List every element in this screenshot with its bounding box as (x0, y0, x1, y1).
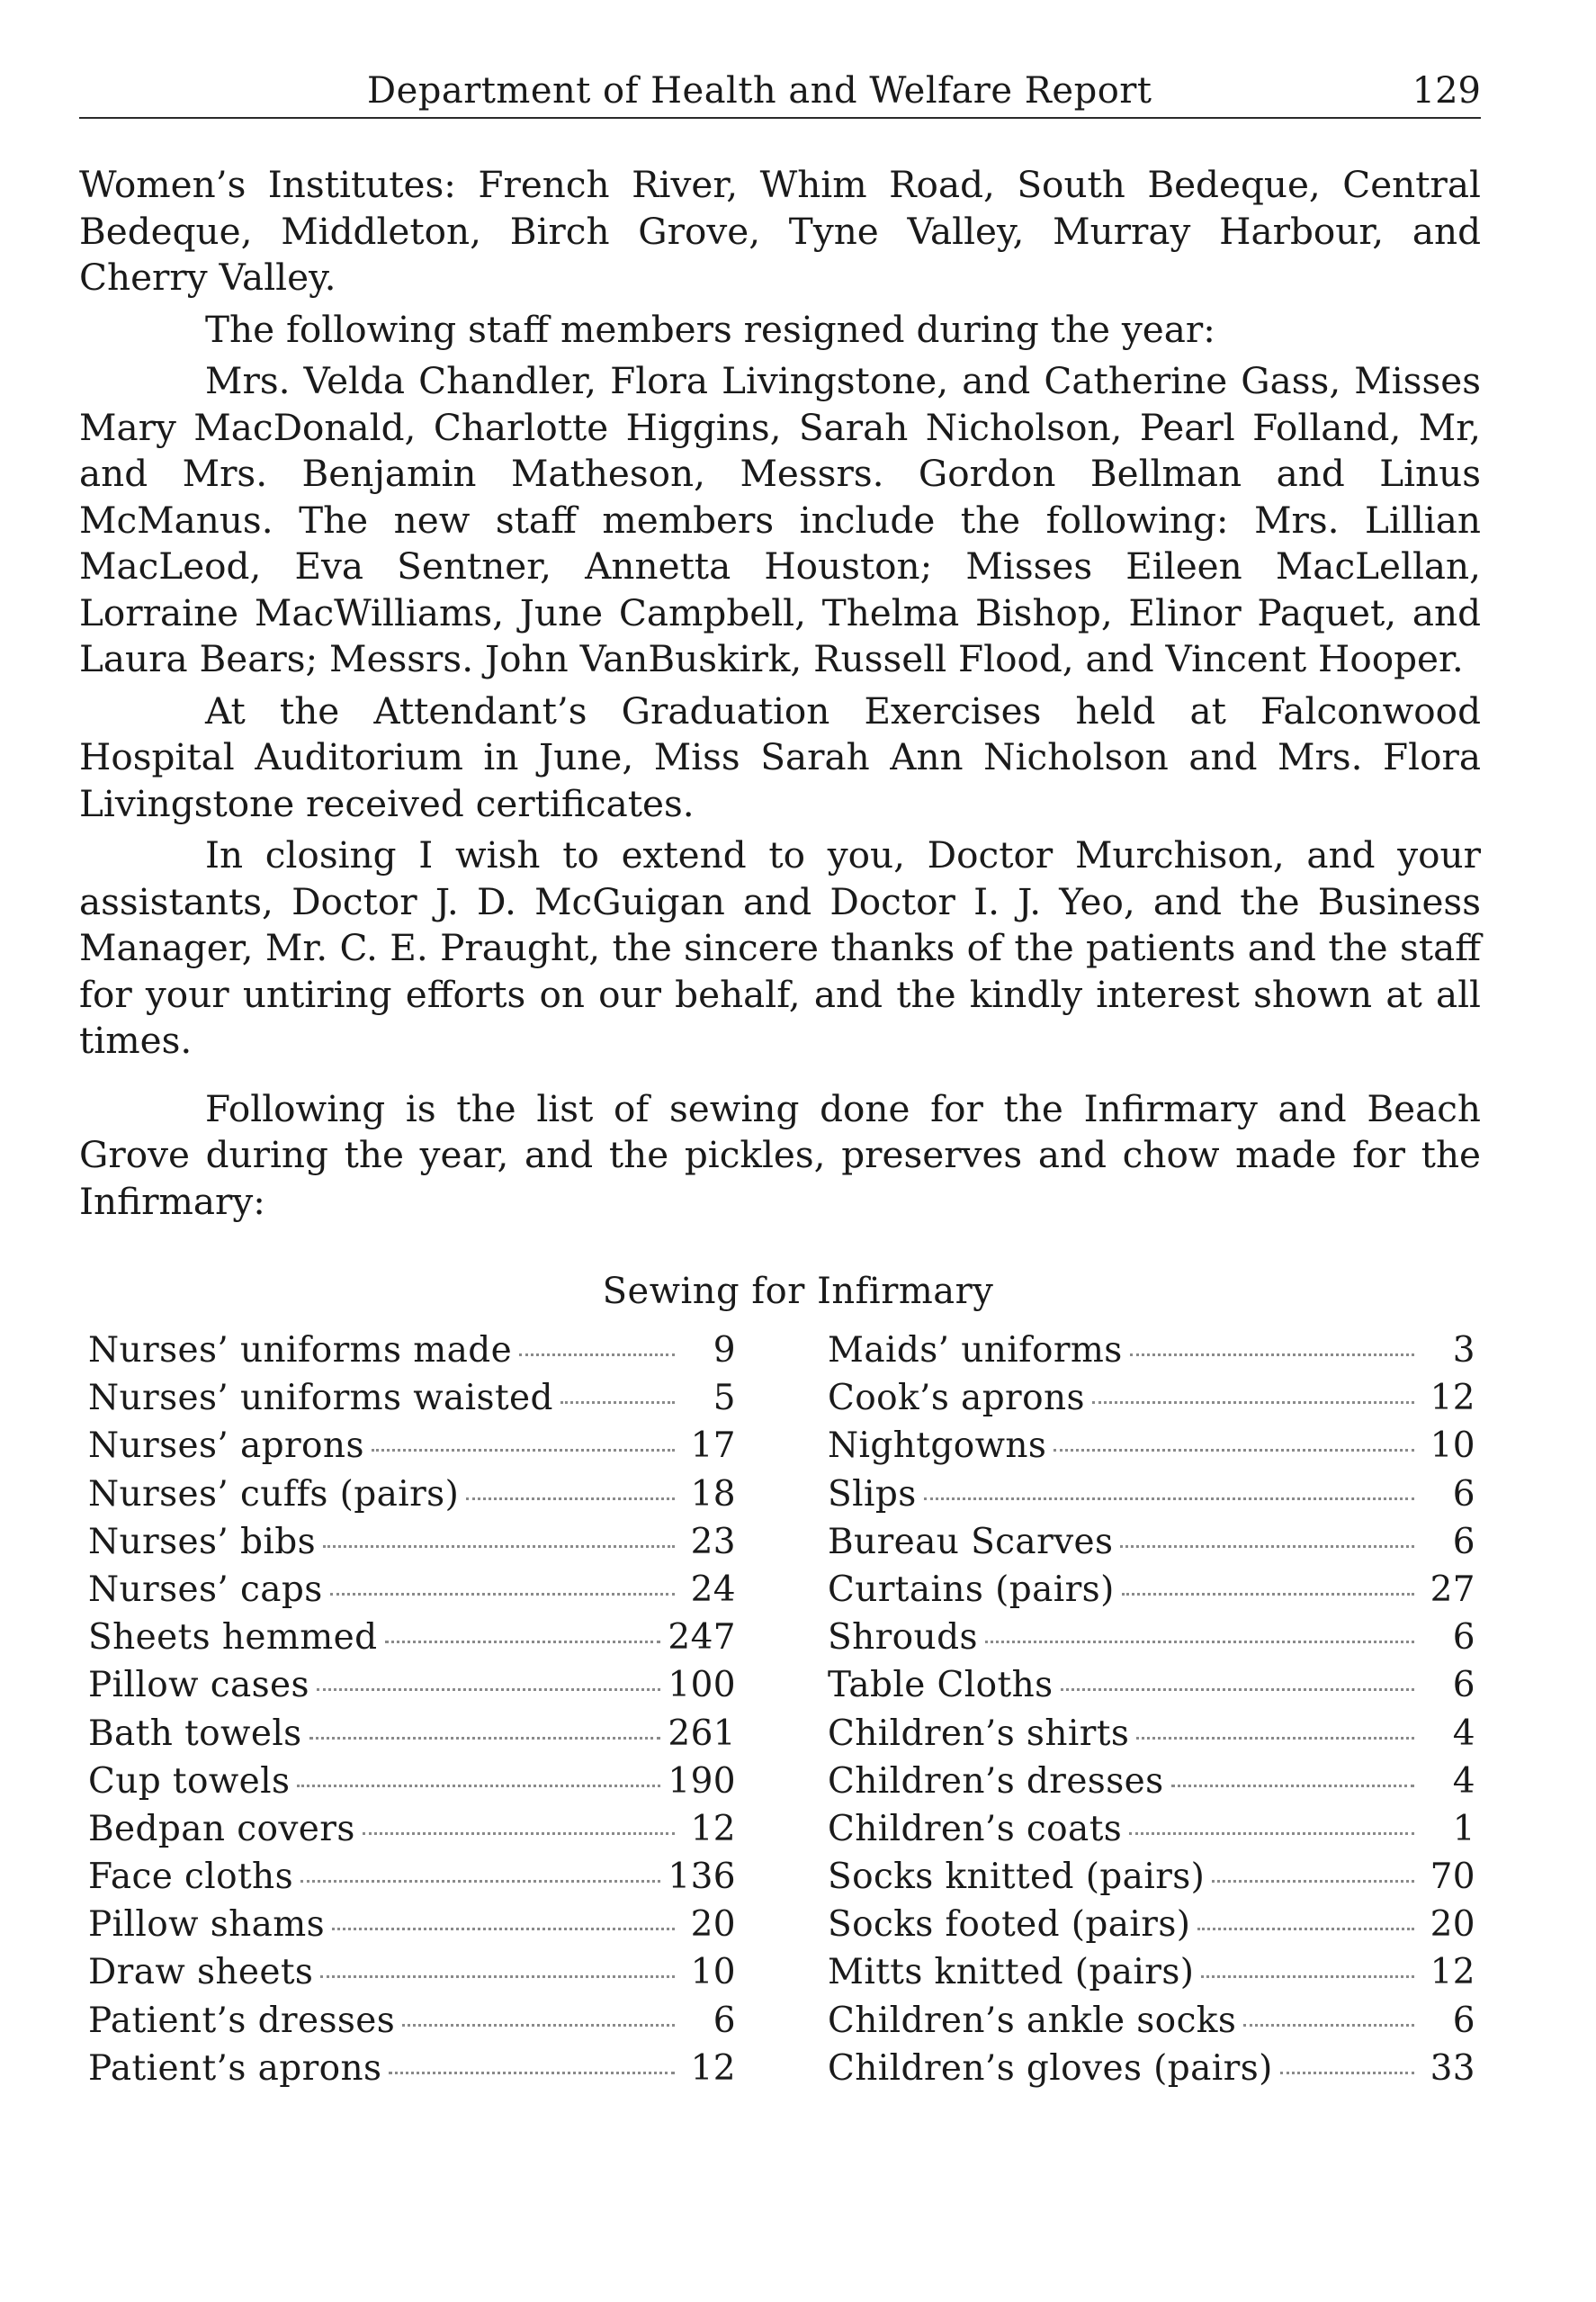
item-quantity: 12 (690, 1808, 736, 1849)
dot-leader (320, 1975, 675, 1978)
dot-leader (924, 1497, 1414, 1500)
sewing-item-row (88, 1330, 736, 1378)
dot-leader (1092, 1401, 1414, 1404)
sewing-list-left (88, 1330, 736, 2096)
item-quantity: 20 (1430, 1904, 1475, 1946)
item-quantity: 6 (1452, 1473, 1475, 1515)
item-label: Children’s coats (828, 1808, 1123, 1849)
item-label: Nurses’ bibs (88, 1521, 317, 1562)
item-quantity: 10 (1430, 1425, 1475, 1467)
sewing-item-row (828, 2048, 1475, 2096)
dot-leader (1054, 1449, 1414, 1452)
paragraph-sewing-intro: Following is the list of sewing done for the Infirmary and Beach Grove during the year, and the pickles, preserves and chow made for the Infirmary: (79, 1086, 1481, 1223)
dot-leader (1130, 1353, 1414, 1356)
item-quantity: 12 (1430, 1952, 1475, 1993)
paragraph-closing-thanks: In closing I wish to extend to you, Doctor Murchison, and your assistants, Doctor J. D. McGuigan and Doctor I. J. Yeo, and the Business Manager, Mr. C. E. Praught, the sincere thanks of the patients and the staff for your untiring efforts on our behalf, and the kindly interest shown at all times. (79, 833, 1481, 1062)
dot-leader (560, 1401, 675, 1404)
item-label: Patient’s aprons (88, 2047, 382, 2089)
dot-leader (1280, 2072, 1414, 2074)
sewing-item-row (828, 1474, 1475, 1522)
sewing-item-row (828, 1809, 1475, 1857)
item-label: Cup towels (88, 1760, 291, 1802)
item-quantity: 4 (1452, 1760, 1475, 1802)
sewing-item-row (88, 2048, 736, 2096)
sewing-list-right (828, 1330, 1475, 2096)
item-label: Nurses’ aprons (88, 1425, 364, 1467)
item-label: Bedpan covers (88, 1808, 355, 1849)
sewing-item-row (88, 1665, 736, 1713)
sewing-item-row (828, 1713, 1475, 1761)
item-quantity: 6 (1452, 1665, 1475, 1706)
item-label: Nurses’ caps (88, 1569, 323, 1610)
sewing-item-row (88, 1952, 736, 2000)
item-label: Patient’s dresses (88, 2000, 396, 2041)
item-quantity: 23 (690, 1521, 736, 1562)
item-quantity: 12 (1430, 1378, 1475, 1419)
item-label: Cook’s aprons (828, 1378, 1085, 1419)
dot-leader (300, 1880, 660, 1883)
dot-leader (297, 1785, 660, 1787)
item-quantity: 12 (690, 2047, 736, 2089)
dot-leader (1212, 1880, 1414, 1883)
item-label: Children’s gloves (pairs) (828, 2047, 1273, 2089)
item-label: Children’s dresses (828, 1760, 1164, 1802)
dot-leader (389, 2072, 675, 2074)
dot-leader (1061, 1688, 1414, 1691)
item-label: Curtains (pairs) (828, 1569, 1115, 1610)
sewing-item-row (88, 1713, 736, 1761)
item-label: Nurses’ uniforms made (88, 1330, 513, 1371)
item-label: Socks footed (pairs) (828, 1904, 1191, 1946)
sewing-item-row (88, 2001, 736, 2048)
item-quantity: 70 (1430, 1857, 1475, 1898)
item-label: Table Cloths (828, 1665, 1054, 1706)
page-number: 129 (1412, 70, 1481, 112)
dot-leader (466, 1497, 675, 1500)
dot-leader (1129, 1832, 1414, 1835)
dot-leader (1171, 1785, 1414, 1787)
sewing-item-row (88, 1761, 736, 1809)
item-quantity: 17 (690, 1425, 736, 1467)
sewing-item-row (828, 1522, 1475, 1569)
item-quantity: 6 (1452, 1521, 1475, 1562)
sewing-item-row (88, 1904, 736, 1952)
item-quantity: 261 (668, 1713, 736, 1754)
item-quantity: 10 (690, 1952, 736, 1993)
sewing-item-row (88, 1425, 736, 1473)
dot-leader (1120, 1545, 1414, 1548)
item-quantity: 6 (713, 2000, 736, 2041)
dot-leader (332, 1928, 675, 1930)
sewing-item-row (828, 1569, 1475, 1617)
dot-leader (385, 1641, 661, 1643)
dot-leader (317, 1688, 660, 1691)
dot-leader (985, 1641, 1414, 1643)
sewing-item-row (828, 2001, 1475, 2048)
item-quantity: 6 (1452, 2000, 1475, 2041)
report-body (79, 162, 1481, 1230)
sewing-item-row (88, 1617, 736, 1665)
sewing-item-row (828, 1952, 1475, 2000)
item-label: Draw sheets (88, 1952, 314, 1993)
dot-leader (363, 1832, 675, 1835)
item-quantity: 136 (668, 1857, 736, 1898)
sewing-item-row (828, 1425, 1475, 1473)
item-label: Mitts knitted (pairs) (828, 1952, 1195, 1993)
item-quantity: 247 (668, 1617, 736, 1659)
page-header (79, 70, 1481, 119)
item-label: Maids’ uniforms (828, 1330, 1123, 1371)
item-quantity: 18 (690, 1473, 736, 1515)
paragraph-resigned-intro: The following staff members resigned during the year: (205, 307, 1215, 351)
item-quantity: 24 (690, 1569, 736, 1610)
paragraph-graduation: At the Attendant’s Graduation Exercises held at Falconwood Hospital Auditorium in June, Miss Sarah Ann Nicholson and Mrs. Flora Livingstone received certificates. (79, 688, 1481, 825)
item-label: Bath towels (88, 1713, 302, 1754)
sewing-item-row (828, 1857, 1475, 1904)
paragraph-womens-institutes: Women’s Institutes: French River, Whim Road, South Bedeque, Central Bedeque, Middleton, Birch Grove, Tyne Valley, Murray Harbour, and Cherry Valley. (79, 163, 1481, 299)
item-quantity: 9 (713, 1330, 736, 1371)
dot-leader (330, 1593, 675, 1596)
item-quantity: 5 (713, 1378, 736, 1419)
item-label: Face cloths (88, 1857, 293, 1898)
item-quantity: 33 (1430, 2047, 1475, 2089)
item-label: Nurses’ uniforms waisted (88, 1378, 553, 1419)
item-label: Bureau Scarves (828, 1521, 1114, 1562)
item-quantity: 1 (1452, 1808, 1475, 1849)
dot-leader (1136, 1737, 1414, 1740)
item-quantity: 190 (668, 1760, 736, 1802)
dot-leader (1122, 1593, 1414, 1596)
sewing-item-row (828, 1378, 1475, 1425)
sewing-table-title: Sewing for Infirmary (602, 1271, 994, 1312)
sewing-item-row (88, 1522, 736, 1569)
item-label: Pillow shams (88, 1904, 326, 1946)
sewing-item-row (88, 1378, 736, 1425)
sewing-item-row (828, 1761, 1475, 1809)
paragraph-staff-changes: Mrs. Velda Chandler, Flora Livingstone, and Catherine Gass, Misses Mary MacDonald, Charlotte Higgins, Sarah Nicholson, Pearl Folland, Mr, and Mrs. Benjamin Matheson, Messrs. Gordon Bellman and Linus McManus. The new staff members include the following: Mrs. Lillian MacLeod, Eva Sentner, Annetta Houston; Misses Eileen MacLellan, Lorraine MacWilliams, June Campbell, Thelma Bishop, Elinor Paquet, and Laura Bears; Messrs. John VanBuskirk, Russell Flood, and Vincent Hooper. (79, 359, 1481, 680)
sewing-item-row (828, 1904, 1475, 1952)
item-quantity: 4 (1452, 1713, 1475, 1754)
dot-leader (323, 1545, 675, 1548)
item-label: Sheets hemmed (88, 1617, 378, 1659)
item-label: Children’s shirts (828, 1713, 1130, 1754)
item-label: Socks knitted (pairs) (828, 1857, 1206, 1898)
item-label: Pillow cases (88, 1665, 309, 1706)
item-quantity: 3 (1452, 1330, 1475, 1371)
item-label: Children’s ankle socks (828, 2000, 1237, 2041)
item-label: Nightgowns (828, 1425, 1047, 1467)
item-quantity: 20 (690, 1904, 736, 1946)
dot-leader (372, 1449, 675, 1452)
dot-leader (402, 2024, 675, 2027)
sewing-item-row (828, 1617, 1475, 1665)
item-quantity: 27 (1430, 1569, 1475, 1610)
sewing-item-row (88, 1809, 736, 1857)
sewing-item-row (88, 1474, 736, 1522)
running-title: Department of Health and Welfare Report (367, 70, 1152, 112)
item-quantity: 100 (668, 1665, 736, 1706)
item-label: Slips (828, 1473, 917, 1515)
dot-leader (1197, 1928, 1414, 1930)
dot-leader (1201, 1975, 1414, 1978)
item-label: Nurses’ cuffs (pairs) (88, 1473, 460, 1515)
sewing-item-row (828, 1665, 1475, 1713)
item-label: Shrouds (828, 1617, 978, 1659)
dot-leader (519, 1353, 675, 1356)
dot-leader (309, 1737, 661, 1740)
dot-leader (1243, 2024, 1414, 2027)
sewing-item-row (88, 1569, 736, 1617)
item-quantity: 6 (1452, 1617, 1475, 1659)
sewing-item-row (88, 1857, 736, 1904)
sewing-item-row (828, 1330, 1475, 1378)
